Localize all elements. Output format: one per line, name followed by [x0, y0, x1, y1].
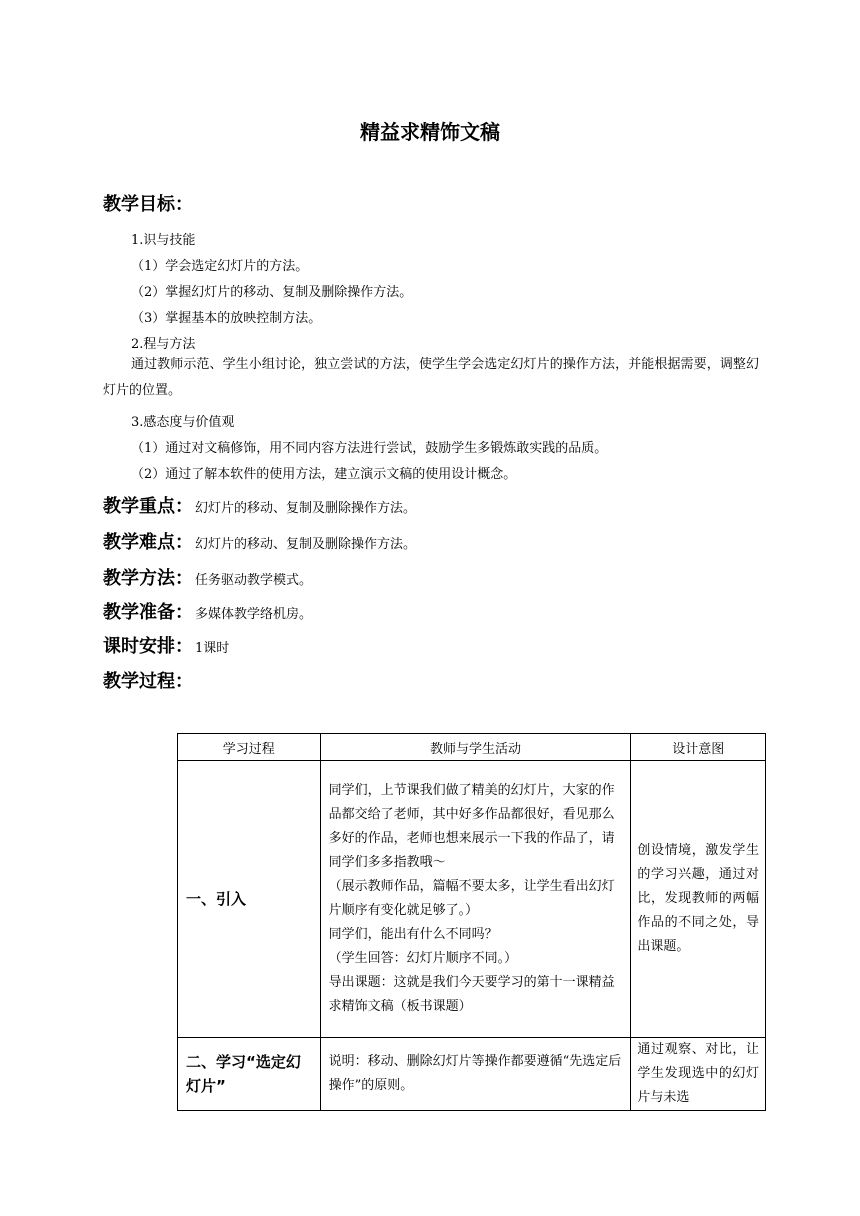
difficulty-row: [103, 528, 416, 554]
method-label: 教学方法：: [103, 568, 193, 589]
activity-line: 导出课题：这就是我们今天要学习的第十一课精益求精饰文稿（板书课题）: [328, 975, 615, 1014]
schedule-label: 课时安排：: [103, 636, 193, 657]
table-row: [178, 1038, 766, 1111]
activity-line: 同学们，上节课我们做了精美的幻灯片，大家的作品都交给了老师，其中好多作品都很好，看见那么多好的作品，老师也想来展示一下我的作品了，请同学们多多指教哦～: [328, 783, 615, 870]
process-title: 2.程与方法: [131, 337, 196, 352]
header-intent: 设计意图: [631, 734, 766, 761]
activity-line: 说明：移动、删除幻灯片等操作都要遵循“先选定后操作”的原则。: [328, 1054, 622, 1093]
method-row: [103, 564, 312, 590]
skill-title: 1.识与技能: [131, 233, 196, 248]
process-heading: 教学过程：: [103, 671, 193, 692]
preparation-value: 多媒体教学络机房。: [195, 607, 313, 622]
intent-cell: 通过观察、对比，让学生发现选中的幻灯片与未选: [631, 1038, 766, 1111]
table-row: [178, 761, 766, 1038]
activity-cell: [320, 1038, 631, 1111]
key-point-value: 幻灯片的移动、复制及删除操作方法。: [195, 501, 417, 516]
header-activity: 教师与学生活动: [320, 734, 631, 761]
stage-cell: 一、引入: [178, 761, 321, 1038]
attitude-item: （1）通过对文稿修饰，用不同内容方法进行尝试，鼓励学生多锻炼敢实践的品质。: [131, 441, 608, 456]
activity-cell: [320, 761, 631, 1038]
header-stage: 学习过程: [178, 734, 321, 761]
objectives-heading: 教学目标：: [103, 194, 193, 215]
difficulty-value: 幻灯片的移动、复制及删除操作方法。: [195, 537, 417, 552]
preparation-label: 教学准备：: [103, 602, 193, 623]
activity-line: 同学们，能出有什么不同吗？: [328, 927, 498, 942]
method-value: 任务驱动教学模式。: [195, 573, 313, 588]
schedule-row: [103, 632, 229, 658]
stage-cell: 二、学习“选定幻灯片”: [178, 1038, 321, 1111]
table-header-row: [178, 734, 766, 761]
key-point-label: 教学重点：: [103, 496, 193, 517]
attitude-title: 3.感态度与价值观: [131, 415, 235, 430]
activity-line: （展示教师作品，篇幅不要太多，让学生看出幻灯片顺序有变化就足够了。）: [328, 879, 615, 918]
activity-line: （学生回答：幻灯片顺序不同。）: [328, 951, 518, 966]
skill-item: （2）掌握幻灯片的移动、复制及删除操作方法。: [131, 285, 413, 300]
preparation-row: [103, 598, 312, 624]
intent-cell: 创设情境，激发学生的学习兴趣，通过对比，发现教师的两幅作品的不同之处，导出课题。: [631, 761, 766, 1038]
document-title: 精益求精饰文稿: [360, 120, 500, 144]
skill-item: （1）学会选定幻灯片的方法。: [131, 259, 309, 274]
difficulty-label: 教学难点：: [103, 532, 193, 553]
process-paragraph: 通过教师示范、学生小组讨论，独立尝试的方法，使学生学会选定幻灯片的操作方法，并能根据需要，调整幻灯片的位置。: [103, 357, 759, 398]
schedule-value: 1课时: [195, 641, 230, 656]
attitude-item: （2）通过了解本软件的使用方法，建立演示文稿的使用设计概念。: [131, 467, 517, 482]
key-point-row: [103, 492, 416, 518]
teaching-process-table: [177, 733, 766, 1111]
skill-item: （3）掌握基本的放映控制方法。: [131, 311, 322, 326]
